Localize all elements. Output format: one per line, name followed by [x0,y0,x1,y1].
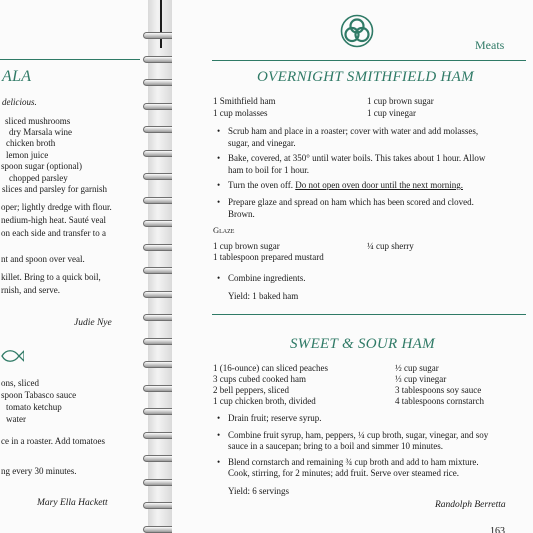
left-direction-2: ce in a roaster. Add tomatoes [1,436,105,446]
ingredient: 1 (16-ounce) can sliced peaches [213,363,328,373]
recipe-title-overnight-smithfield-ham: OVERNIGHT SMITHFIELD HAM [257,69,474,85]
left-direction-2: ng every 30 minutes. [1,466,77,476]
left-direction: nt and spoon over veal. [1,254,85,264]
step: • Bake, covered, at 350° until water boils. This takes about 1 hour. Allow [228,153,485,164]
step [228,180,463,191]
left-direction: nedium-high heat. Sauté veal [1,215,106,225]
glaze-ingredient: 1 cup brown sugar [213,241,280,251]
step-continued: Brown. [228,209,255,219]
left-direction: oper; lightly dredge with flour. [1,202,112,212]
left-ingredient: chicken broth [6,138,56,148]
step-text: Turn the oven off. [228,180,293,190]
ingredient: 1 cup molasses [213,108,268,118]
glaze-ingredient: ¼ cup sherry [367,241,414,251]
left-ingredient-2: ons, sliced [1,378,39,388]
step-continued: ham to boil for 1 hour. [228,165,309,175]
step-continued: Cook, stirring, for 2 minutes; add fruit. Serve over steamed rice. [228,468,459,478]
ingredient: 3 cups cubed cooked ham [213,374,306,384]
step: • Combine ingredients. [228,273,306,284]
yield: Yield: 6 servings [228,486,289,496]
step: • Prepare glaze and spread on ham which has been scored and cloved. [228,197,474,208]
step-warning: Do not open oven door until the next morning. [295,180,463,190]
ingredient: 1 cup brown sugar [367,96,434,106]
ingredient: 4 tablespoons cornstarch [395,396,484,406]
section-title: Meats [475,38,505,52]
left-direction: on each side and transfer to a [1,228,106,238]
glaze-ingredient: 1 tablespoon prepared mustard [213,252,324,262]
left-ingredient: dry Marsala wine [9,127,72,137]
step: • Combine fruit syrup, ham, peppers, ¼ cup broth, sugar, vinegar, and soy [228,430,488,441]
left-direction: rnish, and serve. [1,285,60,295]
ingredient: 1 cup chicken broth, divided [213,396,316,406]
left-ingredient: lemon juice [6,150,49,160]
step: • Blend cornstarch and remaining ¾ cup broth and add to ham mixture. [228,457,479,468]
left-ingredient: spoon sugar (optional) [1,161,82,171]
ingredient: 2 bell peppers, sliced [213,385,289,395]
ingredient: 3 tablespoons soy sauce [395,385,482,395]
right-page [172,0,533,533]
step: • Drain fruit; reserve syrup. [228,413,321,424]
step-continued: sauce in a saucepan; bring to a boil and simmer 10 minutes. [228,441,443,451]
left-ingredient: chopped parsley [9,173,68,183]
trinity-knot-icon [340,14,374,48]
ingredient: 1 cup vinegar [367,108,416,118]
left-header-rule [0,59,140,60]
left-ingredient: sliced mushrooms [5,116,71,126]
header-rule [212,60,526,61]
left-signature-1: Judie Nye [74,318,112,328]
recipe-title-sweet-sour-ham: SWEET & SOUR HAM [290,336,435,352]
left-ingredient-2: spoon Tabasco sauce [1,390,77,400]
yield: Yield: 1 baked ham [228,291,299,301]
left-ingredient: slices and parsley for garnish [2,184,107,194]
ingredient: ⅓ cup vinegar [395,374,447,384]
left-ingredient-2: tomato ketchup [6,402,62,412]
page-number: 163 [490,526,505,533]
fish-icon [0,348,24,364]
step: • Scrub ham and place in a roaster; cover with water and add molasses, [228,126,478,137]
step-continued: sugar, and vinegar. [228,138,296,148]
recipe-signature: Randolph Berretta [435,500,506,510]
glaze-label: Glaze [213,225,235,235]
recipe-divider-rule [212,314,526,315]
left-subtitle: delicious. [2,97,37,107]
left-direction: killet. Bring to a quick boil, [1,272,101,282]
left-recipe-title: ALA [2,68,32,85]
left-page [0,0,148,533]
ingredient: 1 Smithfield ham [213,96,276,106]
left-signature-2: Mary Ella Hackett [37,498,108,508]
left-ingredient-2: water [6,414,26,424]
binding-wire [160,0,162,48]
ingredient: ½ cup sugar [395,363,439,373]
